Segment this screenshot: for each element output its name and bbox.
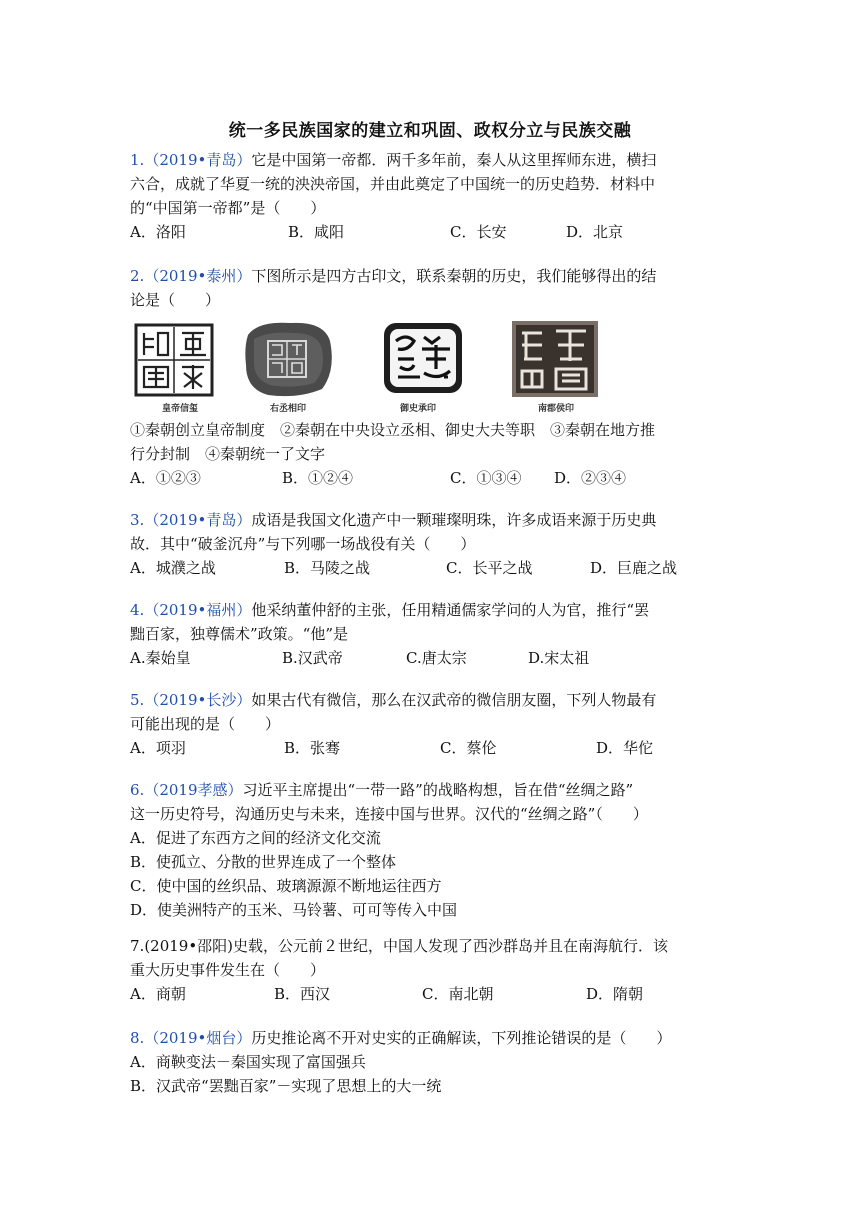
option-a: A．项羽 <box>130 739 186 757</box>
question-source: （2019孝感） <box>144 781 243 799</box>
option-d: D．使美洲特产的玉米、马铃薯、可可等传入中国 <box>130 901 458 919</box>
option-d: D．华佗 <box>596 739 654 757</box>
seal-image-2 <box>238 315 338 415</box>
option-c: C．使中国的丝织品、玻璃源源不断地运往西方 <box>130 877 442 895</box>
question-text: 史载，公元前２世纪，中国人发现了西沙群岛并且在南海航行．该 <box>233 937 669 955</box>
option-b: B．咸阳 <box>288 223 345 241</box>
question-text: 论是（ ） <box>130 291 221 309</box>
question-number: 6. <box>130 781 145 799</box>
question-number: 1. <box>130 151 145 169</box>
option-a: A．商朝 <box>130 985 186 1003</box>
question-3 <box>130 508 732 580</box>
seal-caption: 御史承印 <box>399 404 436 414</box>
option-d: D．北京 <box>566 223 624 241</box>
option-c: C.唐太宗 <box>406 649 467 667</box>
seal-caption: 南郡侯印 <box>537 404 574 414</box>
seal-image-3 <box>370 315 470 415</box>
seal-caption: 皇帝信玺 <box>161 404 198 414</box>
option-c: C．蔡伦 <box>440 739 497 757</box>
option-a: A．促进了东西方之间的经济文化交流 <box>130 829 381 847</box>
question-source: （2019•烟台） <box>144 1029 252 1047</box>
option-b: B．使孤立、分散的世界连成了一个整体 <box>130 853 397 871</box>
option-b: B．①②④ <box>282 469 354 487</box>
question-source: （2019•青岛） <box>144 151 252 169</box>
option-a: A．商鞅变法－秦国实现了富国强兵 <box>130 1053 366 1071</box>
option-b: B．西汉 <box>274 985 331 1003</box>
question-text: 六合，成就了华夏一统的泱泱帝国，并由此奠定了中国统一的历史趋势．材料中 <box>130 175 656 193</box>
seal-caption: 右丞相印 <box>269 404 306 414</box>
question-source: （2019•青岛） <box>144 511 252 529</box>
option-d: D．②③④ <box>554 469 627 487</box>
question-text: 可能出现的是（ ） <box>130 715 281 733</box>
option-d: D.宋太祖 <box>528 649 590 667</box>
question-5 <box>130 688 732 760</box>
question-source: （2019•长沙） <box>144 691 252 709</box>
statement-line: ①秦朝创立皇帝制度 ②秦朝在中央设立丞相、御史大夫等职 ③秦朝在地方推 <box>130 421 656 439</box>
question-text: 他采纳董仲舒的主张，任用精通儒家学问的人为官，推行“罢 <box>251 601 650 619</box>
question-number: 7. <box>130 937 145 955</box>
question-2-statements <box>130 418 732 490</box>
question-text: 重大历史事件发生在（ ） <box>130 961 326 979</box>
question-number: 8. <box>130 1029 145 1047</box>
question-number: 2. <box>130 267 145 285</box>
question-source: （2019•泰州） <box>144 267 252 285</box>
option-c: C．南北朝 <box>422 985 494 1003</box>
question-number: 3. <box>130 511 145 529</box>
options-row <box>130 220 732 244</box>
seal-image-4 <box>506 315 606 415</box>
question-text: 下图所示是四方古印文，联系秦朝的历史，我们能够得出的结 <box>251 267 657 285</box>
question-2 <box>130 264 732 312</box>
question-text: 这一历史符号，沟通历史与未来，连接中国与世界。汉代的“丝绸之路”（ ） <box>130 805 648 823</box>
question-1 <box>130 148 732 244</box>
question-text: 成语是我国文化遗产中一颗璀璨明珠，许多成语来源于历史典 <box>251 511 657 529</box>
option-c: C．长安 <box>450 223 507 241</box>
option-b: B．汉武帝“罢黜百家”－实现了思想上的大一统 <box>130 1077 442 1095</box>
option-a: A.秦始皇 <box>130 649 191 667</box>
option-b: B．马陵之战 <box>284 559 371 577</box>
options-row <box>130 736 732 760</box>
question-6 <box>130 778 732 922</box>
options-row <box>130 466 732 490</box>
options-row <box>130 982 732 1006</box>
question-source: （2019•福州） <box>144 601 252 619</box>
question-text: 的“中国第一帝都”是（ ） <box>130 199 326 217</box>
option-a: A．城濮之战 <box>130 559 216 577</box>
question-number: 5. <box>130 691 145 709</box>
option-a: A．洛阳 <box>130 223 186 241</box>
question-4 <box>130 598 732 670</box>
seal-image-1 <box>130 315 230 415</box>
page-title: 统一多民族国家的建立和巩固、政权分立与民族交融 <box>228 121 632 141</box>
question-text: 黜百家，独尊儒术”政策。“他”是 <box>130 625 349 643</box>
option-d: D．巨鹿之战 <box>590 559 678 577</box>
question-7 <box>130 934 732 1006</box>
question-text: 历史推论离不开对史实的正确解读，下列推论错误的是（ ） <box>251 1029 672 1047</box>
option-c: C．①③④ <box>450 469 522 487</box>
option-b: B.汉武帝 <box>282 649 343 667</box>
seal-images <box>130 315 630 415</box>
options-row <box>130 556 732 580</box>
option-d: D．隋朝 <box>586 985 644 1003</box>
statement-line: 行分封制 ④秦朝统一了文字 <box>130 445 326 463</box>
question-text: 如果古代有微信，那么在汉武帝的微信朋友圈，下列人物最有 <box>251 691 657 709</box>
options-row <box>130 646 732 670</box>
question-text: 故．其中“破釜沉舟”与下列哪一场战役有关（ ） <box>130 535 476 553</box>
question-source: (2019•邵阳) <box>144 937 234 955</box>
question-8 <box>130 1026 732 1098</box>
option-c: C．长平之战 <box>446 559 533 577</box>
option-b: B．张骞 <box>284 739 341 757</box>
option-a: A．①②③ <box>130 469 201 487</box>
question-text: 习近平主席提出“一带一路”的战略构想，旨在借“丝绸之路” <box>242 781 634 799</box>
question-number: 4. <box>130 601 145 619</box>
question-text: 它是中国第一帝都．两千多年前，秦人从这里挥师东进，横扫 <box>251 151 657 169</box>
